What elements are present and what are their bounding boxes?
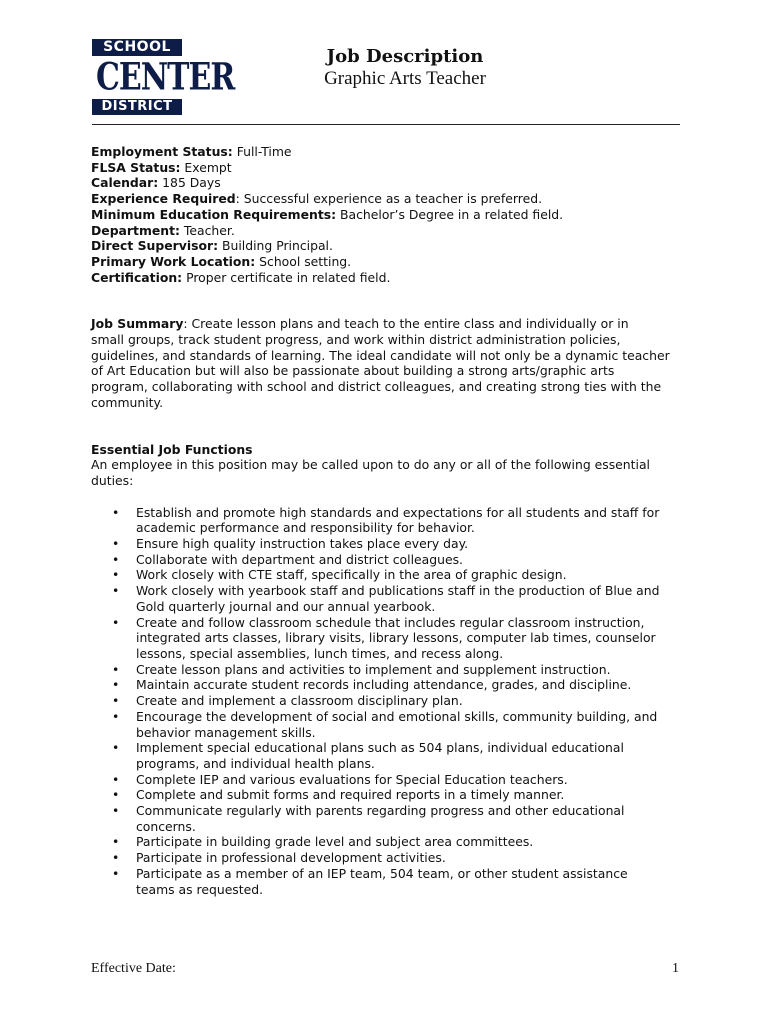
- summary-line: small groups, track student progress, and work within district administration policies,: [91, 332, 621, 348]
- job-details: [91, 144, 691, 285]
- bullet-icon: •: [112, 740, 120, 756]
- duty-list-item: [91, 662, 691, 678]
- duty-text-line: Establish and promote high standards and expectations for all students and staff for: [136, 504, 660, 520]
- detail-label: Minimum Education Requirements:: [91, 206, 337, 222]
- detail-label: FLSA Status:: [91, 159, 181, 175]
- bullet-icon: •: [112, 693, 120, 709]
- duty-text-line: Create and follow classroom schedule that includes regular classroom instruction,: [136, 614, 645, 630]
- detail-label: Calendar:: [91, 175, 159, 191]
- detail-minimum-education: [91, 207, 691, 223]
- duty-text-line: Gold quarterly journal and our annual yearbook.: [136, 598, 436, 614]
- bullet-icon: •: [112, 771, 120, 787]
- detail-value: Proper certificate in related field.: [182, 269, 391, 285]
- duty-text-line: Ensure high quality instruction takes place every day.: [136, 536, 469, 552]
- detail-experience-required: [91, 191, 691, 207]
- bullet-icon: •: [112, 834, 120, 850]
- summary-line: [91, 316, 691, 332]
- bullet-icon: •: [112, 787, 120, 803]
- bullet-icon: •: [112, 551, 120, 567]
- detail-label: Primary Work Location:: [91, 253, 256, 269]
- detail-direct-supervisor: [91, 238, 691, 254]
- detail-primary-work-location: [91, 254, 691, 270]
- duty-list-item: [91, 709, 691, 740]
- duty-text-line: Complete and submit forms and required reports in a timely manner.: [136, 787, 565, 803]
- duty-list-item: [91, 866, 691, 897]
- logo-middle-text: CENTER: [96, 55, 235, 100]
- bullet-icon: •: [112, 865, 120, 881]
- section-intro-line: An employee in this position may be called upon to do any or all of the following essential: [91, 457, 650, 473]
- detail-value: Building Principal.: [218, 238, 333, 254]
- header-divider: [92, 124, 680, 125]
- bullet-icon: •: [112, 661, 120, 677]
- school-district-logo: [92, 39, 235, 115]
- summary-line: guidelines, and standards of learning. The ideal candidate will not only be a dynamic teacher: [91, 347, 670, 363]
- duty-list-item: [91, 740, 691, 771]
- detail-label: Employment Status:: [91, 144, 233, 159]
- detail-value: School setting.: [255, 253, 352, 269]
- duty-text-line: behavior management skills.: [136, 724, 316, 740]
- document-subtitle: Graphic Arts Teacher: [324, 68, 486, 89]
- duty-list-item: [91, 615, 691, 662]
- bullet-icon: •: [112, 583, 120, 599]
- bullet-icon: •: [112, 850, 120, 866]
- duty-list-item: [91, 567, 691, 583]
- duty-text-line: concerns.: [136, 818, 196, 834]
- duty-list-item: [91, 834, 691, 850]
- detail-calendar: [91, 175, 691, 191]
- detail-value: : Successful experience as a teacher is preferred.: [235, 191, 543, 207]
- detail-flsa-status: [91, 160, 691, 176]
- duty-list-item: [91, 536, 691, 552]
- detail-certification: [91, 270, 691, 286]
- summary-label: Job Summary: [91, 316, 184, 332]
- bullet-icon: •: [112, 803, 120, 819]
- logo-top-text: SCHOOL: [92, 39, 182, 56]
- duty-text-line: programs, and individual health plans.: [136, 755, 375, 771]
- job-summary: [91, 316, 691, 410]
- summary-line: program, collaborating with school and district colleagues, and creating strong ties with the: [91, 379, 662, 395]
- duty-list-item: [91, 677, 691, 693]
- effective-date-label: Effective Date:: [91, 961, 176, 976]
- logo-bottom-text: DISTRICT: [92, 99, 182, 115]
- duty-list-item: [91, 552, 691, 568]
- summary-text: : Create lesson plans and teach to the entire class and individually or in: [183, 316, 629, 332]
- duty-text-line: integrated arts classes, library visits, library lessons, computer lab times, counselor: [136, 630, 656, 646]
- bullet-icon: •: [112, 614, 120, 630]
- bullet-icon: •: [112, 536, 120, 552]
- duty-text-line: Collaborate with department and district colleagues.: [136, 551, 463, 567]
- duty-text-line: Create and implement a classroom disciplinary plan.: [136, 693, 463, 709]
- detail-label: Department:: [91, 222, 180, 238]
- duty-text-line: Maintain accurate student records including attendance, grades, and discipline.: [136, 677, 632, 693]
- detail-value: 185 Days: [158, 175, 221, 191]
- duty-text-line: lessons, special assemblies, lunch times, and recess along.: [136, 645, 504, 661]
- summary-line: community.: [91, 394, 164, 410]
- page-number: 1: [672, 961, 679, 976]
- duty-list-item: [91, 583, 691, 614]
- duty-text-line: academic performance and responsibility for behavior.: [136, 520, 475, 536]
- duty-text-line: Communicate regularly with parents regarding progress and other educational: [136, 803, 625, 819]
- duty-list-item: [91, 693, 691, 709]
- duty-text-line: Complete IEP and various evaluations for Special Education teachers.: [136, 771, 568, 787]
- detail-value: Exempt: [180, 159, 232, 175]
- document-title: Job Description: [326, 46, 484, 67]
- duty-list-item: [91, 772, 691, 788]
- duty-list-item: [91, 787, 691, 803]
- duty-list-item: [91, 803, 691, 834]
- duty-text-line: Participate in building grade level and subject area committees.: [136, 834, 534, 850]
- duty-text-line: Work closely with yearbook staff and publications staff in the production of Blue and: [136, 583, 660, 599]
- detail-value: Teacher.: [179, 222, 235, 238]
- detail-label: Direct Supervisor:: [91, 238, 219, 254]
- summary-line: of Art Education but will also be passionate about building a strong arts/graphic arts: [91, 363, 615, 379]
- document-body: [91, 144, 691, 897]
- duty-text-line: teams as requested.: [136, 881, 264, 897]
- detail-department: [91, 223, 691, 239]
- bullet-icon: •: [112, 677, 120, 693]
- duty-text-line: Participate in professional development activities.: [136, 850, 446, 866]
- section-intro-line: duties:: [91, 472, 134, 488]
- duty-list-item: [91, 850, 691, 866]
- duty-text-line: Participate as a member of an IEP team, 504 team, or other student assistance: [136, 865, 628, 881]
- detail-employment-status: [91, 144, 691, 160]
- essential-job-functions: [91, 442, 691, 898]
- duty-list-item: [91, 505, 691, 536]
- detail-value: Full-Time: [232, 144, 292, 159]
- detail-value: Bachelor’s Degree in a related field.: [336, 206, 564, 222]
- duty-text-line: Encourage the development of social and emotional skills, community building, and: [136, 708, 658, 724]
- bullet-icon: •: [112, 504, 120, 520]
- detail-label: Certification:: [91, 269, 183, 285]
- duty-text-line: Create lesson plans and activities to implement and supplement instruction.: [136, 661, 611, 677]
- section-heading: Essential Job Functions: [91, 441, 253, 457]
- duties-list: [91, 505, 691, 898]
- detail-label: Experience Required: [91, 191, 236, 207]
- bullet-icon: •: [112, 567, 120, 583]
- duty-text-line: Work closely with CTE staff, specifically in the area of graphic design.: [136, 567, 567, 583]
- duty-text-line: Implement special educational plans such as 504 plans, individual educational: [136, 740, 624, 756]
- bullet-icon: •: [112, 708, 120, 724]
